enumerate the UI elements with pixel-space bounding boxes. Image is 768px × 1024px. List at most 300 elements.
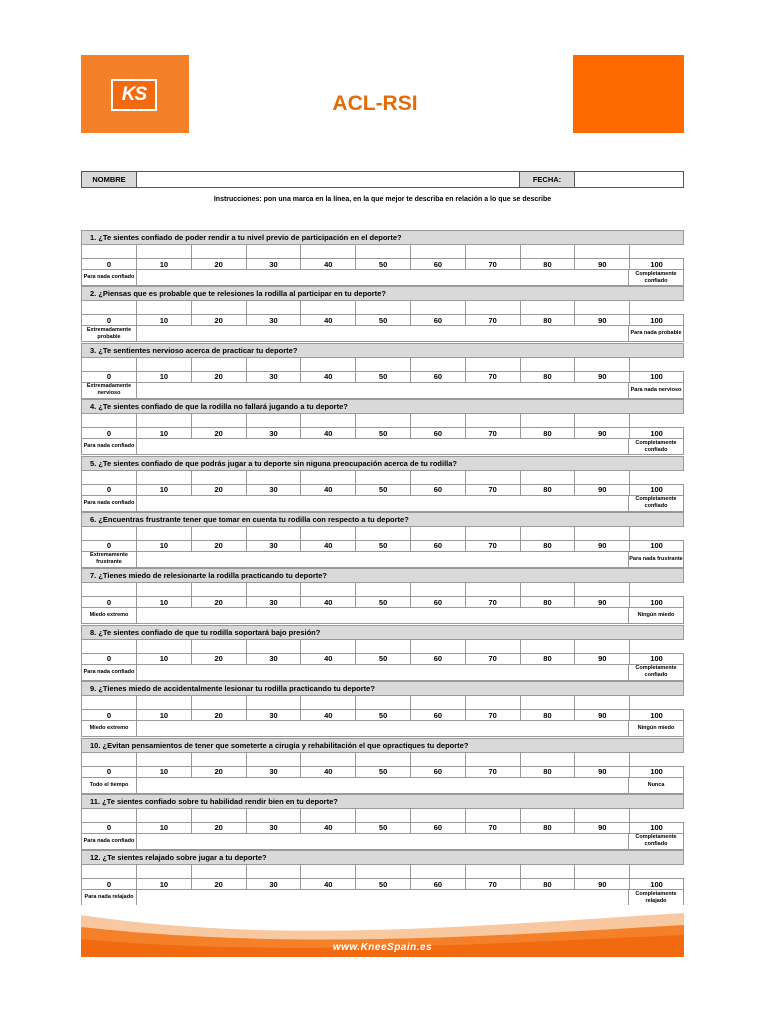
- rating-mark-cell[interactable]: [355, 301, 410, 315]
- rating-mark-cell[interactable]: [300, 301, 355, 315]
- rating-mark-cell[interactable]: [300, 809, 355, 823]
- scale-value: 0: [81, 428, 136, 439]
- rating-mark-cell[interactable]: [629, 809, 684, 823]
- rating-mark-cell[interactable]: [191, 471, 246, 485]
- rating-mark-cell[interactable]: [191, 583, 246, 597]
- page-title: ACL-RSI: [332, 92, 418, 115]
- scale-value: 80: [520, 710, 575, 721]
- rating-mark-cell[interactable]: [520, 696, 575, 710]
- scale-value: 90: [574, 879, 629, 890]
- rating-mark-cell[interactable]: [465, 527, 520, 541]
- rating-mark-cell[interactable]: [246, 245, 301, 259]
- scale-value: 0: [81, 259, 136, 270]
- rating-mark-cell[interactable]: [574, 471, 629, 485]
- question-title: 3. ¿Te sentientes nervioso acerca de practicar tu deporte?: [81, 343, 684, 358]
- rating-mark-cell[interactable]: [136, 527, 191, 541]
- rating-mark-cell[interactable]: [574, 245, 629, 259]
- anchor-left-label: Extremamente frustrante: [82, 552, 137, 567]
- rating-mark-cell[interactable]: [629, 471, 684, 485]
- rating-mark-cell[interactable]: [465, 583, 520, 597]
- rating-mark-cell[interactable]: [81, 527, 136, 541]
- rating-mark-cell[interactable]: [136, 471, 191, 485]
- ks-logo: [81, 55, 189, 133]
- rating-mark-cell[interactable]: [191, 865, 246, 879]
- question-title: 12. ¿Te sientes relajado sobre jugar a tu deporte?: [81, 850, 684, 865]
- rating-mark-cell[interactable]: [81, 583, 136, 597]
- date-label: FECHA:: [520, 172, 575, 187]
- rating-mark-cell[interactable]: [410, 301, 465, 315]
- scale-value: 100: [629, 597, 684, 608]
- scale-value: 40: [300, 428, 355, 439]
- rating-scale: [81, 414, 684, 439]
- scale-value: 0: [81, 654, 136, 665]
- question-title: 4. ¿Te sientes confiado de que la rodilla no fallará jugando a tu deporte?: [81, 399, 684, 414]
- scale-value: 60: [410, 879, 465, 890]
- rating-mark-cell[interactable]: [300, 471, 355, 485]
- scale-value: 30: [246, 428, 301, 439]
- scale-value: 80: [520, 767, 575, 778]
- scale-value: 50: [355, 541, 410, 552]
- scale-value: 100: [629, 315, 684, 326]
- ks-logo-mark: [111, 79, 157, 111]
- scale-value: 90: [574, 259, 629, 270]
- scale-value: 40: [300, 372, 355, 383]
- rating-mark-cell[interactable]: [465, 471, 520, 485]
- anchor-right-label: Completamente confiado: [628, 439, 683, 454]
- rating-mark-cell[interactable]: [574, 414, 629, 428]
- rating-mark-cell[interactable]: [465, 865, 520, 879]
- name-field[interactable]: [137, 172, 520, 187]
- rating-mark-cell[interactable]: [355, 245, 410, 259]
- anchor-left-label: Para nada relajado: [82, 890, 137, 905]
- scale-value: 90: [574, 767, 629, 778]
- rating-mark-cell[interactable]: [574, 527, 629, 541]
- scale-value: 30: [246, 654, 301, 665]
- rating-mark-cell[interactable]: [300, 527, 355, 541]
- rating-mark-cell[interactable]: [629, 696, 684, 710]
- scale-value: 10: [136, 541, 191, 552]
- scale-value: 100: [629, 767, 684, 778]
- rating-mark-cell[interactable]: [410, 414, 465, 428]
- rating-mark-cell[interactable]: [246, 527, 301, 541]
- rating-mark-cell[interactable]: [246, 753, 301, 767]
- rating-mark-cell[interactable]: [191, 527, 246, 541]
- rating-mark-cell[interactable]: [520, 301, 575, 315]
- rating-mark-cell[interactable]: [574, 696, 629, 710]
- rating-mark-cell[interactable]: [136, 245, 191, 259]
- rating-mark-cell[interactable]: [629, 245, 684, 259]
- rating-scale: [81, 865, 684, 890]
- scale-value: 50: [355, 823, 410, 834]
- rating-mark-cell[interactable]: [574, 865, 629, 879]
- rating-mark-cell[interactable]: [300, 865, 355, 879]
- scale-value: 90: [574, 315, 629, 326]
- rating-mark-cell[interactable]: [465, 358, 520, 372]
- scale-value: 60: [410, 259, 465, 270]
- rating-scale: [81, 753, 684, 778]
- anchor-right-label: Para nada frustrante: [628, 552, 683, 567]
- question-block: [81, 681, 684, 737]
- scale-value: 10: [136, 372, 191, 383]
- scale-value: 90: [574, 428, 629, 439]
- rating-mark-cell[interactable]: [81, 358, 136, 372]
- question-title: 6. ¿Encuentras frustrante tener que tomar en cuenta tu rodilla con respecto a tu deporte?: [81, 512, 684, 527]
- rating-scale: [81, 809, 684, 834]
- scale-value: 20: [191, 879, 246, 890]
- rating-scale: [81, 583, 684, 608]
- scale-value: 30: [246, 259, 301, 270]
- scale-value: 40: [300, 767, 355, 778]
- rating-mark-cell[interactable]: [136, 301, 191, 315]
- rating-mark-cell[interactable]: [520, 414, 575, 428]
- scale-value: 60: [410, 541, 465, 552]
- rating-mark-cell[interactable]: [574, 809, 629, 823]
- question-block: [81, 850, 684, 906]
- scale-value: 40: [300, 823, 355, 834]
- rating-mark-cell[interactable]: [355, 809, 410, 823]
- anchor-right-label: Completamente confiado: [628, 496, 683, 511]
- rating-mark-cell[interactable]: [136, 753, 191, 767]
- rating-mark-cell[interactable]: [191, 809, 246, 823]
- question-block: [81, 286, 684, 342]
- scale-anchors: [81, 270, 684, 286]
- scale-value: 40: [300, 541, 355, 552]
- scale-anchors: [81, 439, 684, 455]
- rating-mark-cell[interactable]: [136, 414, 191, 428]
- rating-mark-cell[interactable]: [410, 245, 465, 259]
- scale-value: 50: [355, 428, 410, 439]
- anchor-right-label: Ningún miedo: [628, 608, 683, 623]
- scale-value: 70: [465, 259, 520, 270]
- question-title: 5. ¿Te sientes confiado de que podrás jugar a tu deporte sin niguna preocupación acerca de tu rodilla?: [81, 456, 684, 471]
- question-block: [81, 456, 684, 512]
- anchor-left-label: Para nada confiado: [82, 439, 137, 454]
- scale-value: 70: [465, 541, 520, 552]
- scale-anchors: [81, 665, 684, 681]
- rating-mark-cell[interactable]: [410, 696, 465, 710]
- anchor-left-label: Para nada confiado: [82, 834, 137, 849]
- scale-value: 0: [81, 767, 136, 778]
- identification-row: [81, 171, 684, 188]
- rating-mark-cell[interactable]: [410, 865, 465, 879]
- scale-value: 40: [300, 485, 355, 496]
- anchor-left-label: Extremadamente nervioso: [82, 383, 137, 398]
- rating-mark-cell[interactable]: [136, 358, 191, 372]
- rating-mark-cell[interactable]: [300, 583, 355, 597]
- scale-anchors: [81, 778, 684, 794]
- scale-value: 80: [520, 823, 575, 834]
- rating-mark-cell[interactable]: [465, 640, 520, 654]
- anchor-left-label: Extremadamente probable: [82, 326, 137, 341]
- rating-mark-cell[interactable]: [355, 640, 410, 654]
- rating-mark-cell[interactable]: [520, 245, 575, 259]
- rating-mark-cell[interactable]: [629, 527, 684, 541]
- rating-mark-cell[interactable]: [629, 640, 684, 654]
- instructions-text: Instrucciones: pon una marca en la línea, en la que mejor te describa en relación a lo que se describe: [213, 196, 552, 203]
- question-block: [81, 343, 684, 399]
- scale-value: 60: [410, 654, 465, 665]
- scale-value: 20: [191, 767, 246, 778]
- ks-logo-text: KS: [121, 84, 147, 105]
- footer-url[interactable]: www.KneeSpain.es: [332, 942, 433, 953]
- rating-mark-cell[interactable]: [191, 301, 246, 315]
- scale-value: 70: [465, 428, 520, 439]
- rating-mark-cell[interactable]: [520, 527, 575, 541]
- rating-mark-cell[interactable]: [520, 583, 575, 597]
- scale-value: 10: [136, 259, 191, 270]
- scale-value: 10: [136, 597, 191, 608]
- scale-anchors: [81, 721, 684, 737]
- scale-value: 0: [81, 315, 136, 326]
- scale-value: 0: [81, 879, 136, 890]
- question-block: [81, 794, 684, 850]
- scale-value: 20: [191, 710, 246, 721]
- scale-value: 100: [629, 710, 684, 721]
- scale-value: 70: [465, 710, 520, 721]
- footer-banner: [81, 905, 684, 957]
- rating-mark-cell[interactable]: [355, 583, 410, 597]
- anchor-left-label: Para nada confiado: [82, 665, 137, 680]
- rating-mark-cell[interactable]: [300, 245, 355, 259]
- rating-mark-cell[interactable]: [191, 640, 246, 654]
- rating-mark-cell[interactable]: [355, 358, 410, 372]
- rating-mark-cell[interactable]: [410, 583, 465, 597]
- scale-value: 30: [246, 710, 301, 721]
- scale-value: 40: [300, 710, 355, 721]
- rating-mark-cell[interactable]: [355, 696, 410, 710]
- rating-mark-cell[interactable]: [465, 753, 520, 767]
- rating-mark-cell[interactable]: [81, 301, 136, 315]
- rating-mark-cell[interactable]: [355, 753, 410, 767]
- scale-value: 90: [574, 654, 629, 665]
- question-title: 9. ¿Tienes miedo de accidentalmente lesionar tu rodilla practicando tu deporte?: [81, 681, 684, 696]
- scale-value: 70: [465, 767, 520, 778]
- rating-mark-cell[interactable]: [191, 245, 246, 259]
- scale-value: 100: [629, 372, 684, 383]
- rating-mark-cell[interactable]: [629, 583, 684, 597]
- scale-value: 60: [410, 823, 465, 834]
- rating-mark-cell[interactable]: [191, 696, 246, 710]
- rating-scale: [81, 358, 684, 383]
- rating-mark-cell[interactable]: [355, 865, 410, 879]
- scale-value: 50: [355, 879, 410, 890]
- scale-value: 50: [355, 372, 410, 383]
- rating-mark-cell[interactable]: [81, 753, 136, 767]
- scale-value: 100: [629, 259, 684, 270]
- scale-value: 0: [81, 823, 136, 834]
- scale-value: 60: [410, 767, 465, 778]
- rating-mark-cell[interactable]: [574, 640, 629, 654]
- scale-value: 0: [81, 541, 136, 552]
- scale-value: 30: [246, 879, 301, 890]
- scale-value: 80: [520, 879, 575, 890]
- rating-mark-cell[interactable]: [465, 245, 520, 259]
- scale-value: 70: [465, 654, 520, 665]
- scale-value: 80: [520, 428, 575, 439]
- scale-value: 60: [410, 485, 465, 496]
- scale-value: 20: [191, 654, 246, 665]
- scale-value: 70: [465, 823, 520, 834]
- rating-mark-cell[interactable]: [629, 865, 684, 879]
- scale-value: 50: [355, 767, 410, 778]
- scale-value: 50: [355, 654, 410, 665]
- rating-mark-cell[interactable]: [300, 640, 355, 654]
- rating-mark-cell[interactable]: [410, 809, 465, 823]
- rating-mark-cell[interactable]: [246, 583, 301, 597]
- rating-mark-cell[interactable]: [355, 414, 410, 428]
- scale-anchors: [81, 326, 684, 342]
- rating-mark-cell[interactable]: [410, 527, 465, 541]
- scale-value: 40: [300, 315, 355, 326]
- rating-mark-cell[interactable]: [246, 471, 301, 485]
- rating-mark-cell[interactable]: [246, 640, 301, 654]
- rating-mark-cell[interactable]: [191, 753, 246, 767]
- rating-mark-cell[interactable]: [520, 809, 575, 823]
- question-title: 8. ¿Te sientes confiado de que tu rodilla soportará bajo presión?: [81, 625, 684, 640]
- rating-mark-cell[interactable]: [465, 414, 520, 428]
- rating-mark-cell[interactable]: [81, 471, 136, 485]
- rating-mark-cell[interactable]: [246, 301, 301, 315]
- anchor-right-label: Completamente confiado: [628, 270, 683, 285]
- scale-value: 20: [191, 823, 246, 834]
- scale-value: 40: [300, 879, 355, 890]
- rating-mark-cell[interactable]: [246, 809, 301, 823]
- question-block: [81, 230, 684, 286]
- scale-value: 20: [191, 597, 246, 608]
- scale-value: 80: [520, 372, 575, 383]
- scale-value: 50: [355, 710, 410, 721]
- scale-anchors: [81, 608, 684, 624]
- rating-mark-cell[interactable]: [246, 696, 301, 710]
- date-field[interactable]: [575, 172, 683, 187]
- scale-value: 30: [246, 372, 301, 383]
- question-block: [81, 625, 684, 681]
- scale-value: 30: [246, 485, 301, 496]
- question-block: [81, 399, 684, 455]
- rating-mark-cell[interactable]: [246, 358, 301, 372]
- scale-value: 90: [574, 597, 629, 608]
- scale-anchors: [81, 383, 684, 399]
- scale-anchors: [81, 890, 684, 906]
- scale-value: 20: [191, 541, 246, 552]
- rating-mark-cell[interactable]: [355, 471, 410, 485]
- rating-mark-cell[interactable]: [300, 753, 355, 767]
- rating-mark-cell[interactable]: [629, 358, 684, 372]
- rating-mark-cell[interactable]: [246, 414, 301, 428]
- rating-mark-cell[interactable]: [191, 358, 246, 372]
- rating-mark-cell[interactable]: [574, 583, 629, 597]
- question-title: 10. ¿Evitan pensamientos de tener que someterte a cirugía y rehabilitación el que opractiques tu deporte?: [81, 738, 684, 753]
- scale-value: 70: [465, 485, 520, 496]
- scale-value: 80: [520, 485, 575, 496]
- scale-value: 30: [246, 541, 301, 552]
- rating-mark-cell[interactable]: [81, 640, 136, 654]
- rating-mark-cell[interactable]: [629, 753, 684, 767]
- scale-value: 60: [410, 315, 465, 326]
- rating-mark-cell[interactable]: [191, 414, 246, 428]
- rating-scale: [81, 696, 684, 721]
- rating-mark-cell[interactable]: [81, 696, 136, 710]
- rating-mark-cell[interactable]: [81, 414, 136, 428]
- rating-mark-cell[interactable]: [300, 696, 355, 710]
- scale-value: 90: [574, 541, 629, 552]
- rating-mark-cell[interactable]: [465, 809, 520, 823]
- scale-value: 80: [520, 259, 575, 270]
- rating-mark-cell[interactable]: [136, 809, 191, 823]
- scale-value: 60: [410, 597, 465, 608]
- rating-mark-cell[interactable]: [410, 471, 465, 485]
- scale-value: 60: [410, 710, 465, 721]
- scale-value: 20: [191, 315, 246, 326]
- scale-value: 20: [191, 485, 246, 496]
- rating-mark-cell[interactable]: [410, 640, 465, 654]
- rating-mark-cell[interactable]: [520, 865, 575, 879]
- rating-mark-cell[interactable]: [520, 471, 575, 485]
- scale-value: 20: [191, 428, 246, 439]
- rating-mark-cell[interactable]: [136, 696, 191, 710]
- rating-mark-cell[interactable]: [355, 527, 410, 541]
- rating-mark-cell[interactable]: [81, 245, 136, 259]
- question-block: [81, 568, 684, 624]
- rating-mark-cell[interactable]: [300, 414, 355, 428]
- scale-value: 60: [410, 428, 465, 439]
- rating-scale: [81, 471, 684, 496]
- scale-value: 40: [300, 654, 355, 665]
- rating-mark-cell[interactable]: [629, 301, 684, 315]
- scale-value: 70: [465, 372, 520, 383]
- rating-mark-cell[interactable]: [136, 640, 191, 654]
- scale-value: 90: [574, 823, 629, 834]
- anchor-right-label: Para nada nervioso: [628, 383, 683, 398]
- rating-mark-cell[interactable]: [574, 753, 629, 767]
- rating-mark-cell[interactable]: [520, 753, 575, 767]
- anchor-left-label: Miedo extremo: [82, 721, 137, 736]
- scale-value: 30: [246, 315, 301, 326]
- anchor-right-label: Nunca: [628, 778, 683, 793]
- rating-mark-cell[interactable]: [465, 696, 520, 710]
- rating-mark-cell[interactable]: [574, 358, 629, 372]
- scale-value: 90: [574, 372, 629, 383]
- rating-scale: [81, 301, 684, 326]
- scale-value: 10: [136, 767, 191, 778]
- rating-mark-cell[interactable]: [629, 414, 684, 428]
- scale-value: 10: [136, 654, 191, 665]
- rating-mark-cell[interactable]: [81, 809, 136, 823]
- scale-value: 70: [465, 879, 520, 890]
- rating-mark-cell[interactable]: [300, 358, 355, 372]
- question-title: 1. ¿Te sientes confiado de poder rendir a tu nivel previo de participación en el deporte?: [81, 230, 684, 245]
- rating-mark-cell[interactable]: [246, 865, 301, 879]
- scale-value: 0: [81, 485, 136, 496]
- scale-value: 50: [355, 259, 410, 270]
- rating-mark-cell[interactable]: [136, 583, 191, 597]
- rating-mark-cell[interactable]: [574, 301, 629, 315]
- rating-mark-cell[interactable]: [465, 301, 520, 315]
- anchor-left-label: Para nada confiado: [82, 496, 137, 511]
- rating-mark-cell[interactable]: [520, 640, 575, 654]
- rating-mark-cell[interactable]: [520, 358, 575, 372]
- scale-value: 0: [81, 597, 136, 608]
- rating-mark-cell[interactable]: [410, 753, 465, 767]
- rating-mark-cell[interactable]: [410, 358, 465, 372]
- anchor-right-label: Completamente relajado: [628, 890, 683, 905]
- scale-value: 80: [520, 654, 575, 665]
- rating-scale: [81, 527, 684, 552]
- scale-value: 10: [136, 315, 191, 326]
- rating-mark-cell[interactable]: [81, 865, 136, 879]
- rating-mark-cell[interactable]: [136, 865, 191, 879]
- scale-value: 90: [574, 710, 629, 721]
